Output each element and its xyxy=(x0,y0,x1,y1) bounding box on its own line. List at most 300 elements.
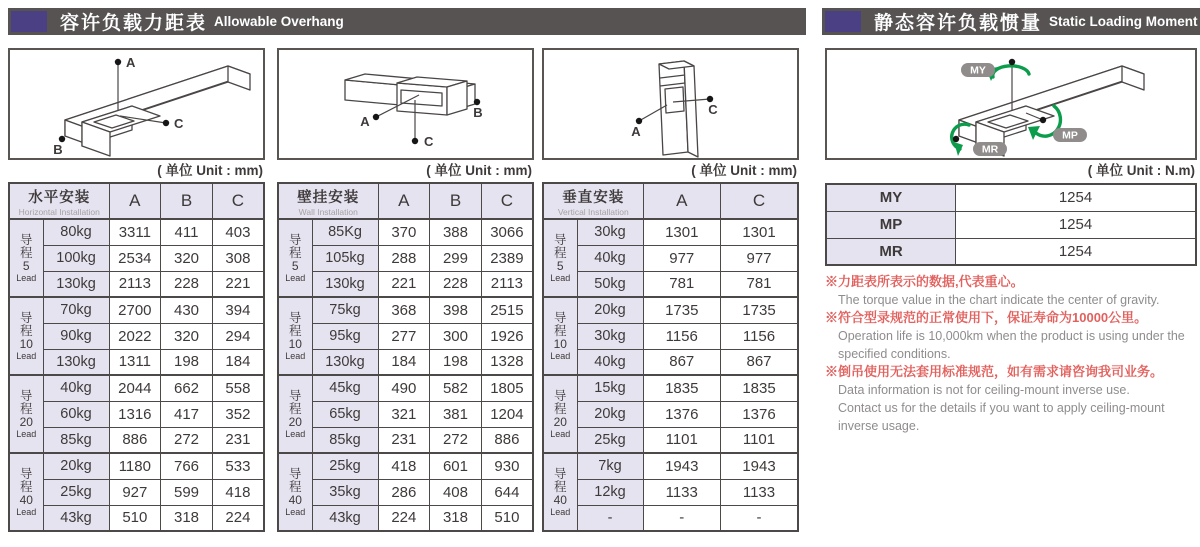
table-row xyxy=(9,349,264,375)
static-loading-moment-header xyxy=(822,8,1200,35)
load-cell: 85kg xyxy=(312,427,378,453)
value-cell: 370 xyxy=(378,219,430,245)
table-row xyxy=(9,297,264,323)
value-cell: 221 xyxy=(212,271,264,297)
load-cell: 43kg xyxy=(43,505,109,531)
column-header-c: C xyxy=(721,183,799,219)
table-row xyxy=(543,297,798,323)
table-row xyxy=(278,375,533,401)
load-cell: 15kg xyxy=(577,375,643,401)
value-cell: 320 xyxy=(161,245,213,271)
point-c-label: C xyxy=(708,102,718,117)
table-row xyxy=(9,453,264,479)
table-row xyxy=(9,323,264,349)
load-cell: 85Kg xyxy=(312,219,378,245)
point-a-label: A xyxy=(360,114,370,129)
moment-label-cell: MR xyxy=(826,238,956,265)
vertical-installation-section xyxy=(542,48,799,532)
note-en: specified conditions. xyxy=(838,347,951,361)
lead-group-cell xyxy=(9,453,43,531)
value-cell: 1180 xyxy=(109,453,161,479)
note-zh: ※倒吊使用无法套用标准规范，如有需求请咨询我司业务。 xyxy=(825,364,1164,379)
value-cell: 2700 xyxy=(109,297,161,323)
value-cell: 272 xyxy=(161,427,213,453)
lead-char: 程 xyxy=(19,401,33,416)
value-cell: 867 xyxy=(721,349,799,375)
table-title-zh: 垂直安装 xyxy=(562,189,625,206)
load-cell: 90kg xyxy=(43,323,109,349)
load-cell: - xyxy=(577,505,643,531)
lead-char: 导 xyxy=(19,310,33,325)
load-cell: 130kg xyxy=(43,271,109,297)
load-cell: 35kg xyxy=(312,479,378,505)
table-row xyxy=(543,375,798,401)
load-cell: 25kg xyxy=(577,427,643,453)
value-cell: 886 xyxy=(481,427,533,453)
table-row xyxy=(9,245,264,271)
value-cell: 198 xyxy=(430,349,482,375)
value-cell: 533 xyxy=(212,453,264,479)
value-cell: 1735 xyxy=(643,297,721,323)
point-a-label: A xyxy=(631,124,641,139)
value-cell: 601 xyxy=(430,453,482,479)
value-cell: 2113 xyxy=(109,271,161,297)
value-cell: 977 xyxy=(721,245,799,271)
value-cell: 3066 xyxy=(481,219,533,245)
lead-word: Lead xyxy=(285,350,306,361)
load-cell: 12kg xyxy=(577,479,643,505)
column-header-a: A xyxy=(378,183,430,219)
load-cell: 40kg xyxy=(43,375,109,401)
value-cell: 582 xyxy=(430,375,482,401)
lead-word: Lead xyxy=(550,506,571,517)
load-cell: 43kg xyxy=(312,505,378,531)
table-header-row xyxy=(278,183,533,219)
vertical-installation-table xyxy=(542,182,799,532)
lead-word: Lead xyxy=(16,272,37,283)
value-cell: 1835 xyxy=(643,375,721,401)
lead-word: Lead xyxy=(550,272,571,283)
value-cell: 1101 xyxy=(721,427,799,453)
lead-group-cell xyxy=(543,219,577,297)
lead-number: 20 xyxy=(553,414,567,429)
value-cell: 398 xyxy=(430,297,482,323)
value-cell: 1926 xyxy=(481,323,533,349)
lead-char: 导 xyxy=(553,388,567,403)
lead-word: Lead xyxy=(16,428,37,439)
lead-group-cell xyxy=(543,375,577,453)
lead-group-cell xyxy=(543,453,577,531)
value-cell: 1316 xyxy=(109,401,161,427)
value-cell: 294 xyxy=(212,323,264,349)
lead-number: 20 xyxy=(19,414,33,429)
rail-isometric-drawing xyxy=(279,50,532,158)
value-cell: 1204 xyxy=(481,401,533,427)
lead-char: 导 xyxy=(288,388,302,403)
value-cell: 1376 xyxy=(721,401,799,427)
table-row xyxy=(278,479,533,505)
lead-number: 10 xyxy=(553,336,567,351)
column-header-a: A xyxy=(643,183,721,219)
lead-char: 程 xyxy=(553,401,567,416)
value-cell: 781 xyxy=(643,271,721,297)
column-header-a: A xyxy=(109,183,161,219)
lead-char: 导 xyxy=(553,466,567,481)
value-cell: 224 xyxy=(212,505,264,531)
header-title-zh: 容许负载力距表 xyxy=(60,13,208,34)
value-cell: 403 xyxy=(212,219,264,245)
lead-char: 导 xyxy=(553,310,567,325)
header-title-zh: 静态容许负载惯量 xyxy=(874,13,1043,34)
load-cell: 7kg xyxy=(577,453,643,479)
load-cell: 65kg xyxy=(312,401,378,427)
lead-number: 40 xyxy=(288,492,302,507)
value-cell: 320 xyxy=(161,323,213,349)
point-c-label: C xyxy=(174,116,184,131)
load-cell: 80kg xyxy=(43,219,109,245)
value-cell: 1156 xyxy=(643,323,721,349)
table-row xyxy=(278,271,533,297)
table-row xyxy=(543,479,798,505)
rail-isometric-drawing xyxy=(10,50,263,158)
table-row xyxy=(543,271,798,297)
value-cell: 1376 xyxy=(643,401,721,427)
load-cell: 50kg xyxy=(577,271,643,297)
value-cell: 644 xyxy=(481,479,533,505)
value-cell: 1943 xyxy=(643,453,721,479)
value-cell: 417 xyxy=(161,401,213,427)
value-cell: 228 xyxy=(430,271,482,297)
lead-word: Lead xyxy=(285,428,306,439)
lead-number: 20 xyxy=(288,414,302,429)
lead-char: 导 xyxy=(19,232,33,247)
value-cell: 599 xyxy=(161,479,213,505)
lead-word: Lead xyxy=(16,350,37,361)
lead-group-cell xyxy=(9,375,43,453)
unit-label: ( 单位 Unit : mm) xyxy=(426,163,532,178)
note-en: Contact us for the details if you want to apply ceiling-mount xyxy=(838,401,1165,415)
load-cell: 40kg xyxy=(577,349,643,375)
load-cell: 130kg xyxy=(43,349,109,375)
value-cell: 231 xyxy=(378,427,430,453)
value-cell: 2534 xyxy=(109,245,161,271)
moment-row xyxy=(826,184,1196,211)
value-cell: 368 xyxy=(378,297,430,323)
value-cell: 394 xyxy=(212,297,264,323)
note-en: inverse usage. xyxy=(838,419,920,433)
table-row xyxy=(543,349,798,375)
moment-value-cell: 1254 xyxy=(956,238,1197,265)
load-cell: 130kg xyxy=(312,349,378,375)
value-cell: 418 xyxy=(212,479,264,505)
value-cell: 490 xyxy=(378,375,430,401)
moment-table xyxy=(825,183,1197,266)
table-title-zh: 壁挂安装 xyxy=(297,189,360,206)
note-zh: ※符合型录规范的正常使用下，保证寿命为10000公里。 xyxy=(825,310,1148,325)
load-cell: 30kg xyxy=(577,323,643,349)
value-cell: 510 xyxy=(481,505,533,531)
table-title xyxy=(278,183,378,219)
mp-axis-dot xyxy=(1040,117,1046,123)
lead-char: 程 xyxy=(19,479,33,494)
load-cell: 105kg xyxy=(312,245,378,271)
lead-number: 40 xyxy=(19,492,33,507)
load-cell: 75kg xyxy=(312,297,378,323)
column-header-b: B xyxy=(161,183,213,219)
value-cell: 3311 xyxy=(109,219,161,245)
load-cell: 60kg xyxy=(43,401,109,427)
value-cell: 1735 xyxy=(721,297,799,323)
load-cell: 20kg xyxy=(43,453,109,479)
load-cell: 20kg xyxy=(577,297,643,323)
table-row xyxy=(9,401,264,427)
value-cell: 184 xyxy=(378,349,430,375)
lead-char: 程 xyxy=(288,245,302,260)
value-cell: 2022 xyxy=(109,323,161,349)
table-title xyxy=(9,183,109,219)
lead-char: 导 xyxy=(19,388,33,403)
note-zh: ※力距表所表示的数据,代表重心。 xyxy=(825,274,1024,289)
value-cell: 781 xyxy=(721,271,799,297)
lead-number: 5 xyxy=(556,258,564,273)
table-row xyxy=(278,349,533,375)
lead-number: 10 xyxy=(288,336,302,351)
value-cell: 977 xyxy=(643,245,721,271)
load-cell: 40kg xyxy=(577,245,643,271)
value-cell: 1301 xyxy=(643,219,721,245)
table-row xyxy=(9,271,264,297)
lead-group-cell xyxy=(278,297,312,375)
lead-word: Lead xyxy=(16,506,37,517)
lead-char: 程 xyxy=(288,323,302,338)
lead-number: 10 xyxy=(19,336,33,351)
allowable-overhang-header xyxy=(8,8,806,35)
footnotes xyxy=(825,273,1197,435)
table-row xyxy=(543,401,798,427)
value-cell: 662 xyxy=(161,375,213,401)
lead-number: 5 xyxy=(291,258,299,273)
lead-char: 导 xyxy=(288,232,302,247)
table-row xyxy=(543,427,798,453)
lead-char: 程 xyxy=(553,323,567,338)
value-cell: 766 xyxy=(161,453,213,479)
horizontal-installation-section xyxy=(8,48,265,532)
moment-value-cell: 1254 xyxy=(956,184,1197,211)
moment-label-cell: MP xyxy=(826,211,956,238)
column-header-b: B xyxy=(430,183,482,219)
lead-word: Lead xyxy=(550,428,571,439)
moment-row xyxy=(826,238,1196,265)
value-cell: 184 xyxy=(212,349,264,375)
lead-word: Lead xyxy=(285,272,306,283)
value-cell: 418 xyxy=(378,453,430,479)
lead-word: Lead xyxy=(550,350,571,361)
table-header-row xyxy=(543,183,798,219)
moment-row xyxy=(826,211,1196,238)
mr-axis-dot xyxy=(953,136,959,142)
point-b-label: B xyxy=(53,142,63,157)
table-row xyxy=(278,453,533,479)
wall-installation-diagram xyxy=(277,48,534,160)
unit-label: ( 单位 Unit : mm) xyxy=(691,163,797,178)
column-header-c: C xyxy=(481,183,533,219)
lead-char: 程 xyxy=(19,323,33,338)
table-row xyxy=(278,245,533,271)
table-row xyxy=(9,505,264,531)
table-row xyxy=(543,453,798,479)
static-loading-moment-section xyxy=(825,48,1197,435)
value-cell: 1943 xyxy=(721,453,799,479)
value-cell: 288 xyxy=(378,245,430,271)
value-cell: 321 xyxy=(378,401,430,427)
value-cell: 318 xyxy=(161,505,213,531)
vertical-installation-diagram xyxy=(542,48,799,160)
value-cell: 224 xyxy=(378,505,430,531)
value-cell: 388 xyxy=(430,219,482,245)
table-row xyxy=(278,297,533,323)
mr-badge-label: MR xyxy=(981,143,999,156)
table-row xyxy=(9,427,264,453)
load-cell: 45kg xyxy=(312,375,378,401)
load-cell: 85kg xyxy=(43,427,109,453)
value-cell: 867 xyxy=(643,349,721,375)
value-cell: 1805 xyxy=(481,375,533,401)
lead-char: 程 xyxy=(553,479,567,494)
value-cell: 886 xyxy=(109,427,161,453)
value-cell: 1133 xyxy=(643,479,721,505)
value-cell: 558 xyxy=(212,375,264,401)
lead-char: 程 xyxy=(553,245,567,260)
value-cell: 299 xyxy=(430,245,482,271)
value-cell: 228 xyxy=(161,271,213,297)
table-row xyxy=(278,323,533,349)
point-b-label: B xyxy=(473,105,483,120)
value-cell: 381 xyxy=(430,401,482,427)
value-cell: 221 xyxy=(378,271,430,297)
my-axis-dot xyxy=(1009,59,1015,65)
note-en: The torque value in the chart indicate the center of gravity. xyxy=(838,293,1160,307)
value-cell: 430 xyxy=(161,297,213,323)
value-cell: 231 xyxy=(212,427,264,453)
table-row xyxy=(9,219,264,245)
table-row xyxy=(278,505,533,531)
moment-diagram xyxy=(825,48,1197,160)
value-cell: 408 xyxy=(430,479,482,505)
wall-installation-table xyxy=(277,182,534,532)
lead-group-cell xyxy=(9,297,43,375)
table-row xyxy=(9,375,264,401)
wall-installation-section xyxy=(277,48,534,532)
value-cell: 272 xyxy=(430,427,482,453)
lead-group-cell xyxy=(9,219,43,297)
header-title-en: Static Loading Moment xyxy=(1049,14,1198,29)
value-cell: 927 xyxy=(109,479,161,505)
lead-char: 程 xyxy=(19,245,33,260)
mp-badge-label: MP xyxy=(1062,129,1078,142)
lead-char: 导 xyxy=(288,310,302,325)
load-cell: 130kg xyxy=(312,271,378,297)
value-cell: 510 xyxy=(109,505,161,531)
lead-group-cell xyxy=(278,375,312,453)
value-cell: 2515 xyxy=(481,297,533,323)
load-cell: 95kg xyxy=(312,323,378,349)
table-title-zh: 水平安装 xyxy=(28,189,91,206)
rail-isometric-drawing xyxy=(544,50,797,158)
value-cell: 1133 xyxy=(721,479,799,505)
table-row xyxy=(278,427,533,453)
table-row xyxy=(543,505,798,531)
my-badge-label: MY xyxy=(970,64,986,77)
table-row xyxy=(543,219,798,245)
value-cell: 1101 xyxy=(643,427,721,453)
value-cell: 318 xyxy=(430,505,482,531)
table-title-en: Horizontal Installation xyxy=(18,206,100,217)
lead-word: Lead xyxy=(285,506,306,517)
lead-group-cell xyxy=(278,453,312,531)
table-row xyxy=(9,479,264,505)
moment-value-cell: 1254 xyxy=(956,211,1197,238)
horizontal-installation-table xyxy=(8,182,265,532)
value-cell: 1156 xyxy=(721,323,799,349)
table-row xyxy=(278,401,533,427)
rail-moment-drawing xyxy=(827,50,1195,158)
value-cell: 2113 xyxy=(481,271,533,297)
load-cell: 100kg xyxy=(43,245,109,271)
value-cell: 300 xyxy=(430,323,482,349)
load-cell: 20kg xyxy=(577,401,643,427)
point-c-dot xyxy=(412,138,418,144)
value-cell: 286 xyxy=(378,479,430,505)
unit-label: ( 单位 Unit : N.m) xyxy=(1087,163,1195,178)
value-cell: 277 xyxy=(378,323,430,349)
my-rotation-arrow xyxy=(993,66,1029,77)
point-a-label: A xyxy=(126,55,136,70)
value-cell: 198 xyxy=(161,349,213,375)
horizontal-installation-diagram xyxy=(8,48,265,160)
lead-group-cell xyxy=(543,297,577,375)
load-cell: 70kg xyxy=(43,297,109,323)
table-row xyxy=(278,219,533,245)
value-cell: 411 xyxy=(161,219,213,245)
load-cell: 25kg xyxy=(312,453,378,479)
value-cell: 930 xyxy=(481,453,533,479)
table-title-en: Vertical Installation xyxy=(557,206,629,217)
value-cell: 1301 xyxy=(721,219,799,245)
lead-char: 导 xyxy=(553,232,567,247)
table-title xyxy=(543,183,643,219)
load-cell: 25kg xyxy=(43,479,109,505)
note-en: Data information is not for ceiling-mount inverse use. xyxy=(838,383,1130,397)
table-row xyxy=(543,323,798,349)
header-title-en: Allowable Overhang xyxy=(214,14,344,29)
lead-char: 导 xyxy=(19,466,33,481)
table-title-en: Wall Installation xyxy=(298,206,358,217)
lead-number: 5 xyxy=(22,258,30,273)
value-cell: 352 xyxy=(212,401,264,427)
table-header-row xyxy=(9,183,264,219)
value-cell: - xyxy=(721,505,799,531)
value-cell: 308 xyxy=(212,245,264,271)
value-cell: 1328 xyxy=(481,349,533,375)
value-cell: 1835 xyxy=(721,375,799,401)
point-c-dot xyxy=(163,120,169,126)
point-a-dot xyxy=(115,59,121,65)
lead-group-cell xyxy=(278,219,312,297)
moment-label-cell: MY xyxy=(826,184,956,211)
lead-char: 导 xyxy=(288,466,302,481)
lead-char: 程 xyxy=(288,479,302,494)
value-cell: 2044 xyxy=(109,375,161,401)
